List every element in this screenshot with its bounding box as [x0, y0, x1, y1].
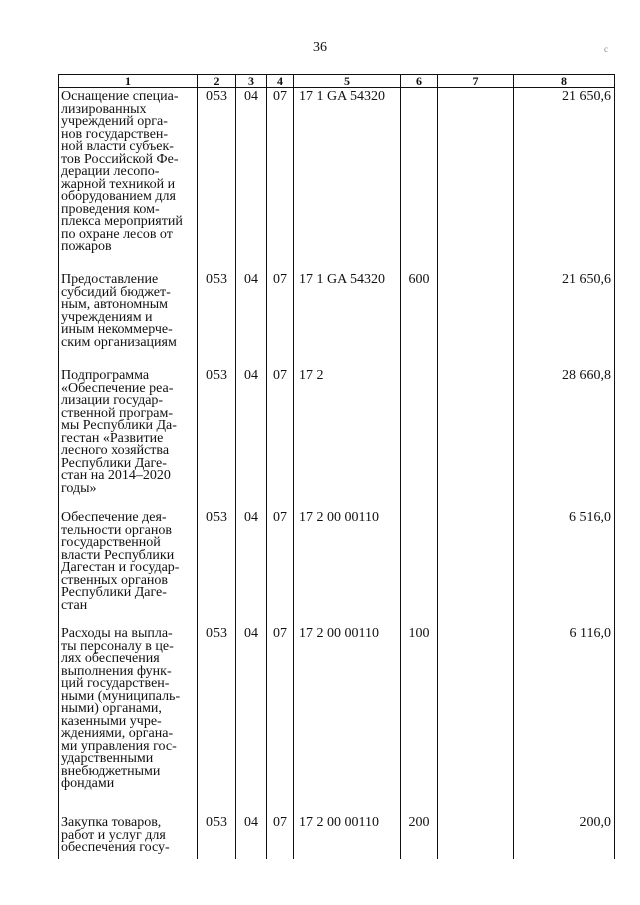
column-7-cell [438, 271, 514, 367]
target-article-cell: 17 1 GA 54320 [294, 88, 401, 272]
column-7-cell [438, 88, 514, 272]
column-7-cell [438, 814, 514, 859]
subsection-code-cell-2: 07 [267, 88, 294, 272]
subsection-code-cell: 04 [236, 509, 267, 625]
amount-cell: 6 516,0 [514, 509, 615, 625]
subsection-code-cell: 04 [236, 271, 267, 367]
target-article-cell: 17 1 GA 54320 [294, 271, 401, 367]
table-row [59, 814, 615, 859]
target-article-cell: 17 2 00 00110 [294, 625, 401, 814]
expense-type-cell: 200 [401, 814, 438, 859]
row-name-cell: Обеспечение дея- тельности органов государственной власти Республики Дагестан и государ- ственных органов Республики Даге- стан [59, 509, 198, 625]
column-header: 5 [294, 75, 401, 88]
column-header: 2 [198, 75, 236, 88]
expense-type-cell: 100 [401, 625, 438, 814]
table-row [59, 509, 615, 625]
expense-type-cell: 600 [401, 271, 438, 367]
column-7-cell [438, 625, 514, 814]
target-article-cell: 17 2 00 00110 [294, 509, 401, 625]
column-header: 3 [236, 75, 267, 88]
budget-table [58, 74, 615, 859]
section-code-cell: 053 [198, 509, 236, 625]
target-article-cell: 17 2 00 00110 [294, 814, 401, 859]
table-header-row [59, 75, 615, 88]
subsection-code-cell: 04 [236, 625, 267, 814]
page-number: 36 [313, 40, 327, 55]
column-7-cell [438, 367, 514, 509]
column-7-cell [438, 509, 514, 625]
subsection-code-cell: 04 [236, 367, 267, 509]
table-row [59, 271, 615, 367]
column-header: 7 [438, 75, 514, 88]
row-name-cell: Расходы на выпла- ты персоналу в це- лях обеспечения выполнения функ- ций государствен- ными (муниципаль- ными) органами, казенными учре- ждениями, органа- ми управления гос- ударственными внебюджетными фондами [59, 625, 198, 814]
column-header: 6 [401, 75, 438, 88]
subsection-code-cell-2: 07 [267, 367, 294, 509]
subsection-code-cell: 04 [236, 88, 267, 272]
table-row [59, 625, 615, 814]
expense-type-cell [401, 367, 438, 509]
section-code-cell: 053 [198, 367, 236, 509]
expense-type-cell [401, 88, 438, 272]
subsection-code-cell: 04 [236, 814, 267, 859]
corner-mark: с [604, 44, 608, 54]
table-row [59, 367, 615, 509]
target-article-cell: 17 2 [294, 367, 401, 509]
amount-cell: 6 116,0 [514, 625, 615, 814]
row-name-cell: Подпрограмма «Обеспечение реа- лизации государ- ственной програм- мы Республики Да- гестан «Развитие лесного хозяйства Республики Даге- стан на 2014–2020 годы» [59, 367, 198, 509]
subsection-code-cell-2: 07 [267, 509, 294, 625]
subsection-code-cell-2: 07 [267, 814, 294, 859]
row-name-cell: Предоставление субсидий бюджет- ным, автономным учреждениям и иным некоммерче- ским организациям [59, 271, 198, 367]
section-code-cell: 053 [198, 814, 236, 859]
subsection-code-cell-2: 07 [267, 625, 294, 814]
column-header: 8 [514, 75, 615, 88]
row-name-cell: Оснащение специа- лизированных учреждений орга- нов государствен- ной власти субъек- тов Российской Фе- дерации лесопо- жарной техникой и оборудованием для проведения ком- плекса мероприятий по охране лесов от пожаров [59, 88, 198, 272]
column-header: 1 [59, 75, 198, 88]
subsection-code-cell-2: 07 [267, 271, 294, 367]
section-code-cell: 053 [198, 625, 236, 814]
amount-cell: 21 650,6 [514, 271, 615, 367]
section-code-cell: 053 [198, 88, 236, 272]
amount-cell: 200,0 [514, 814, 615, 859]
row-name-cell: Закупка товаров, работ и услуг для обеспечения госу- [59, 814, 198, 859]
expense-type-cell [401, 509, 438, 625]
amount-cell: 21 650,6 [514, 88, 615, 272]
column-header: 4 [267, 75, 294, 88]
table-row [59, 88, 615, 272]
section-code-cell: 053 [198, 271, 236, 367]
amount-cell: 28 660,8 [514, 367, 615, 509]
